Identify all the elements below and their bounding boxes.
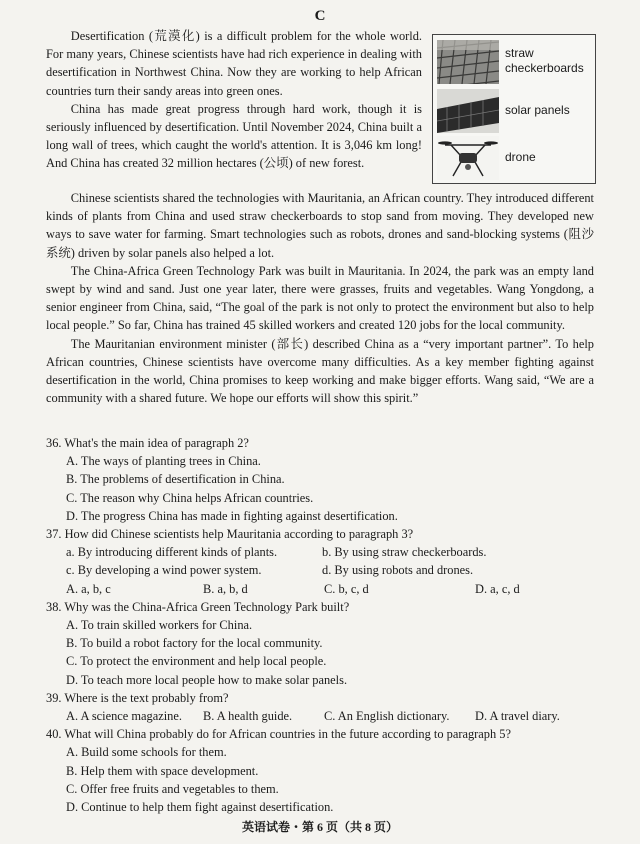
option-b: B. a, b, d	[203, 581, 248, 596]
paragraph-5: The Mauritanian environment minister (部长) described China as a “very important partner”. To help African countries, Chinese scientists have overcome many difficulties. As a key member fighting against desertification in the world, China promises to keep working and make bigger efforts. Wang said, “We are a community with a shared future. We hope our efforts will show this spirit.”	[46, 336, 594, 406]
question-36	[46, 434, 594, 525]
paragraph-3: Chinese scientists shared the technologies with Mauritania, an African country. They introduced different kinds of plants from China and used straw checkerboards to stop sand from moving. They developed new ways to save water for farming. Smart technologies such as robots, drones and sand-blocking systems (阻沙系统) driven by solar panels also helped a lot.	[46, 191, 594, 260]
question-stem: 39. Where is the text probably from?	[46, 690, 229, 705]
figure-label-drone: drone	[505, 150, 536, 164]
figure-label-line: checkerboards	[505, 61, 584, 75]
question-stem: 36. What's the main idea of paragraph 2?	[46, 436, 249, 450]
option-d: D. The progress China has made in fighting against desertification.	[66, 508, 398, 523]
figure-label-line: straw	[505, 46, 534, 60]
figure-label-solar: solar panels	[505, 103, 570, 117]
option-b: B. To build a robot factory for the local community.	[66, 636, 323, 651]
section-letter: C	[314, 8, 326, 24]
option-a: A. A science magazine.	[66, 709, 182, 724]
passage-upper	[46, 27, 422, 173]
option-row	[66, 707, 594, 725]
solar-panel-photo-icon	[437, 89, 499, 133]
option-c: C. Offer free fruits and vegetables to them.	[66, 781, 279, 796]
option-a: A. To train skilled workers for China.	[66, 618, 253, 633]
option-b: B. The problems of desertification in China.	[66, 472, 285, 487]
figure-item-solar	[437, 89, 591, 133]
statement-list	[66, 543, 594, 579]
statement-d: d. By using robots and drones.	[322, 563, 474, 578]
option-b: B. Help them with space development.	[66, 763, 259, 778]
option-b: B. A health guide.	[203, 709, 293, 724]
option-a: A. The ways of planting trees in China.	[66, 454, 261, 469]
paragraph-1: Desertification (荒漠化) is a difficult problem for the whole world. For many years, Chinese scientists have had rich experience in dealing with desertification in Northwest China. Now they are working to help African countries turn their sandy areas into green ones.	[46, 29, 422, 98]
option-a: A. a, b, c	[66, 581, 111, 596]
option-d: D. A travel diary.	[475, 709, 560, 724]
statement-c: c. By developing a wind power system.	[66, 563, 262, 578]
question-40	[46, 725, 594, 816]
paragraph-2: China has made great progress through hard work, though it is seriously influenced by desertification. Until November 2024, China built a long wall of trees, which caught the world's attention. It is 3,046 km long! And China has created 32 million hectares (公顷) of new forest.	[46, 101, 422, 171]
question-37	[46, 525, 594, 598]
question-stem: 37. How did Chinese scientists help Mauritania according to paragraph 3?	[46, 527, 414, 542]
page-footer: 英语试卷・第 6 页（共 8 页）	[241, 820, 398, 834]
option-row	[66, 580, 594, 598]
option-c: C. To protect the environment and help local people.	[66, 654, 327, 669]
option-c: C. b, c, d	[324, 581, 369, 596]
option-d: D. Continue to help them fight against desertification.	[66, 800, 334, 815]
drone-photo-icon	[437, 136, 499, 180]
question-stem: 40. What will China probably do for African countries in the future according to paragraph 5?	[46, 727, 511, 742]
figure-label-straw	[505, 46, 584, 76]
straw-checkerboard-photo-icon	[437, 40, 499, 84]
option-c: C. The reason why China helps African countries.	[66, 490, 314, 505]
question-39	[46, 689, 594, 725]
paragraph-4: The China-Africa Green Technology Park was built in Mauritania. In 2024, the park was an empty land swept by wind and sand. Just one year later, there were grasses, fruits and vegetables. Wang Yongdong, a senior engineer from China, said, “The goal of the park is not only to protect the environment but also to help local people.” So far, China has trained 45 skilled workers and created 120 jobs for the local community.	[46, 263, 594, 333]
option-c: C. An English dictionary.	[324, 709, 450, 724]
question-stem: 38. Why was the China-Africa Green Technology Park built?	[46, 599, 350, 614]
figure-item-straw	[437, 40, 591, 84]
figure-box	[432, 34, 596, 184]
option-d: D. To teach more local people how to make solar panels.	[66, 672, 348, 687]
figure-item-drone	[437, 136, 591, 180]
question-38	[46, 598, 594, 689]
passage-lower	[46, 189, 594, 407]
questions-section	[46, 434, 594, 816]
option-d: D. a, c, d	[475, 581, 520, 596]
statement-b: b. By using straw checkerboards.	[322, 545, 487, 560]
statement-a: a. By introducing different kinds of plants.	[66, 545, 278, 560]
option-a: A. Build some schools for them.	[66, 745, 227, 760]
